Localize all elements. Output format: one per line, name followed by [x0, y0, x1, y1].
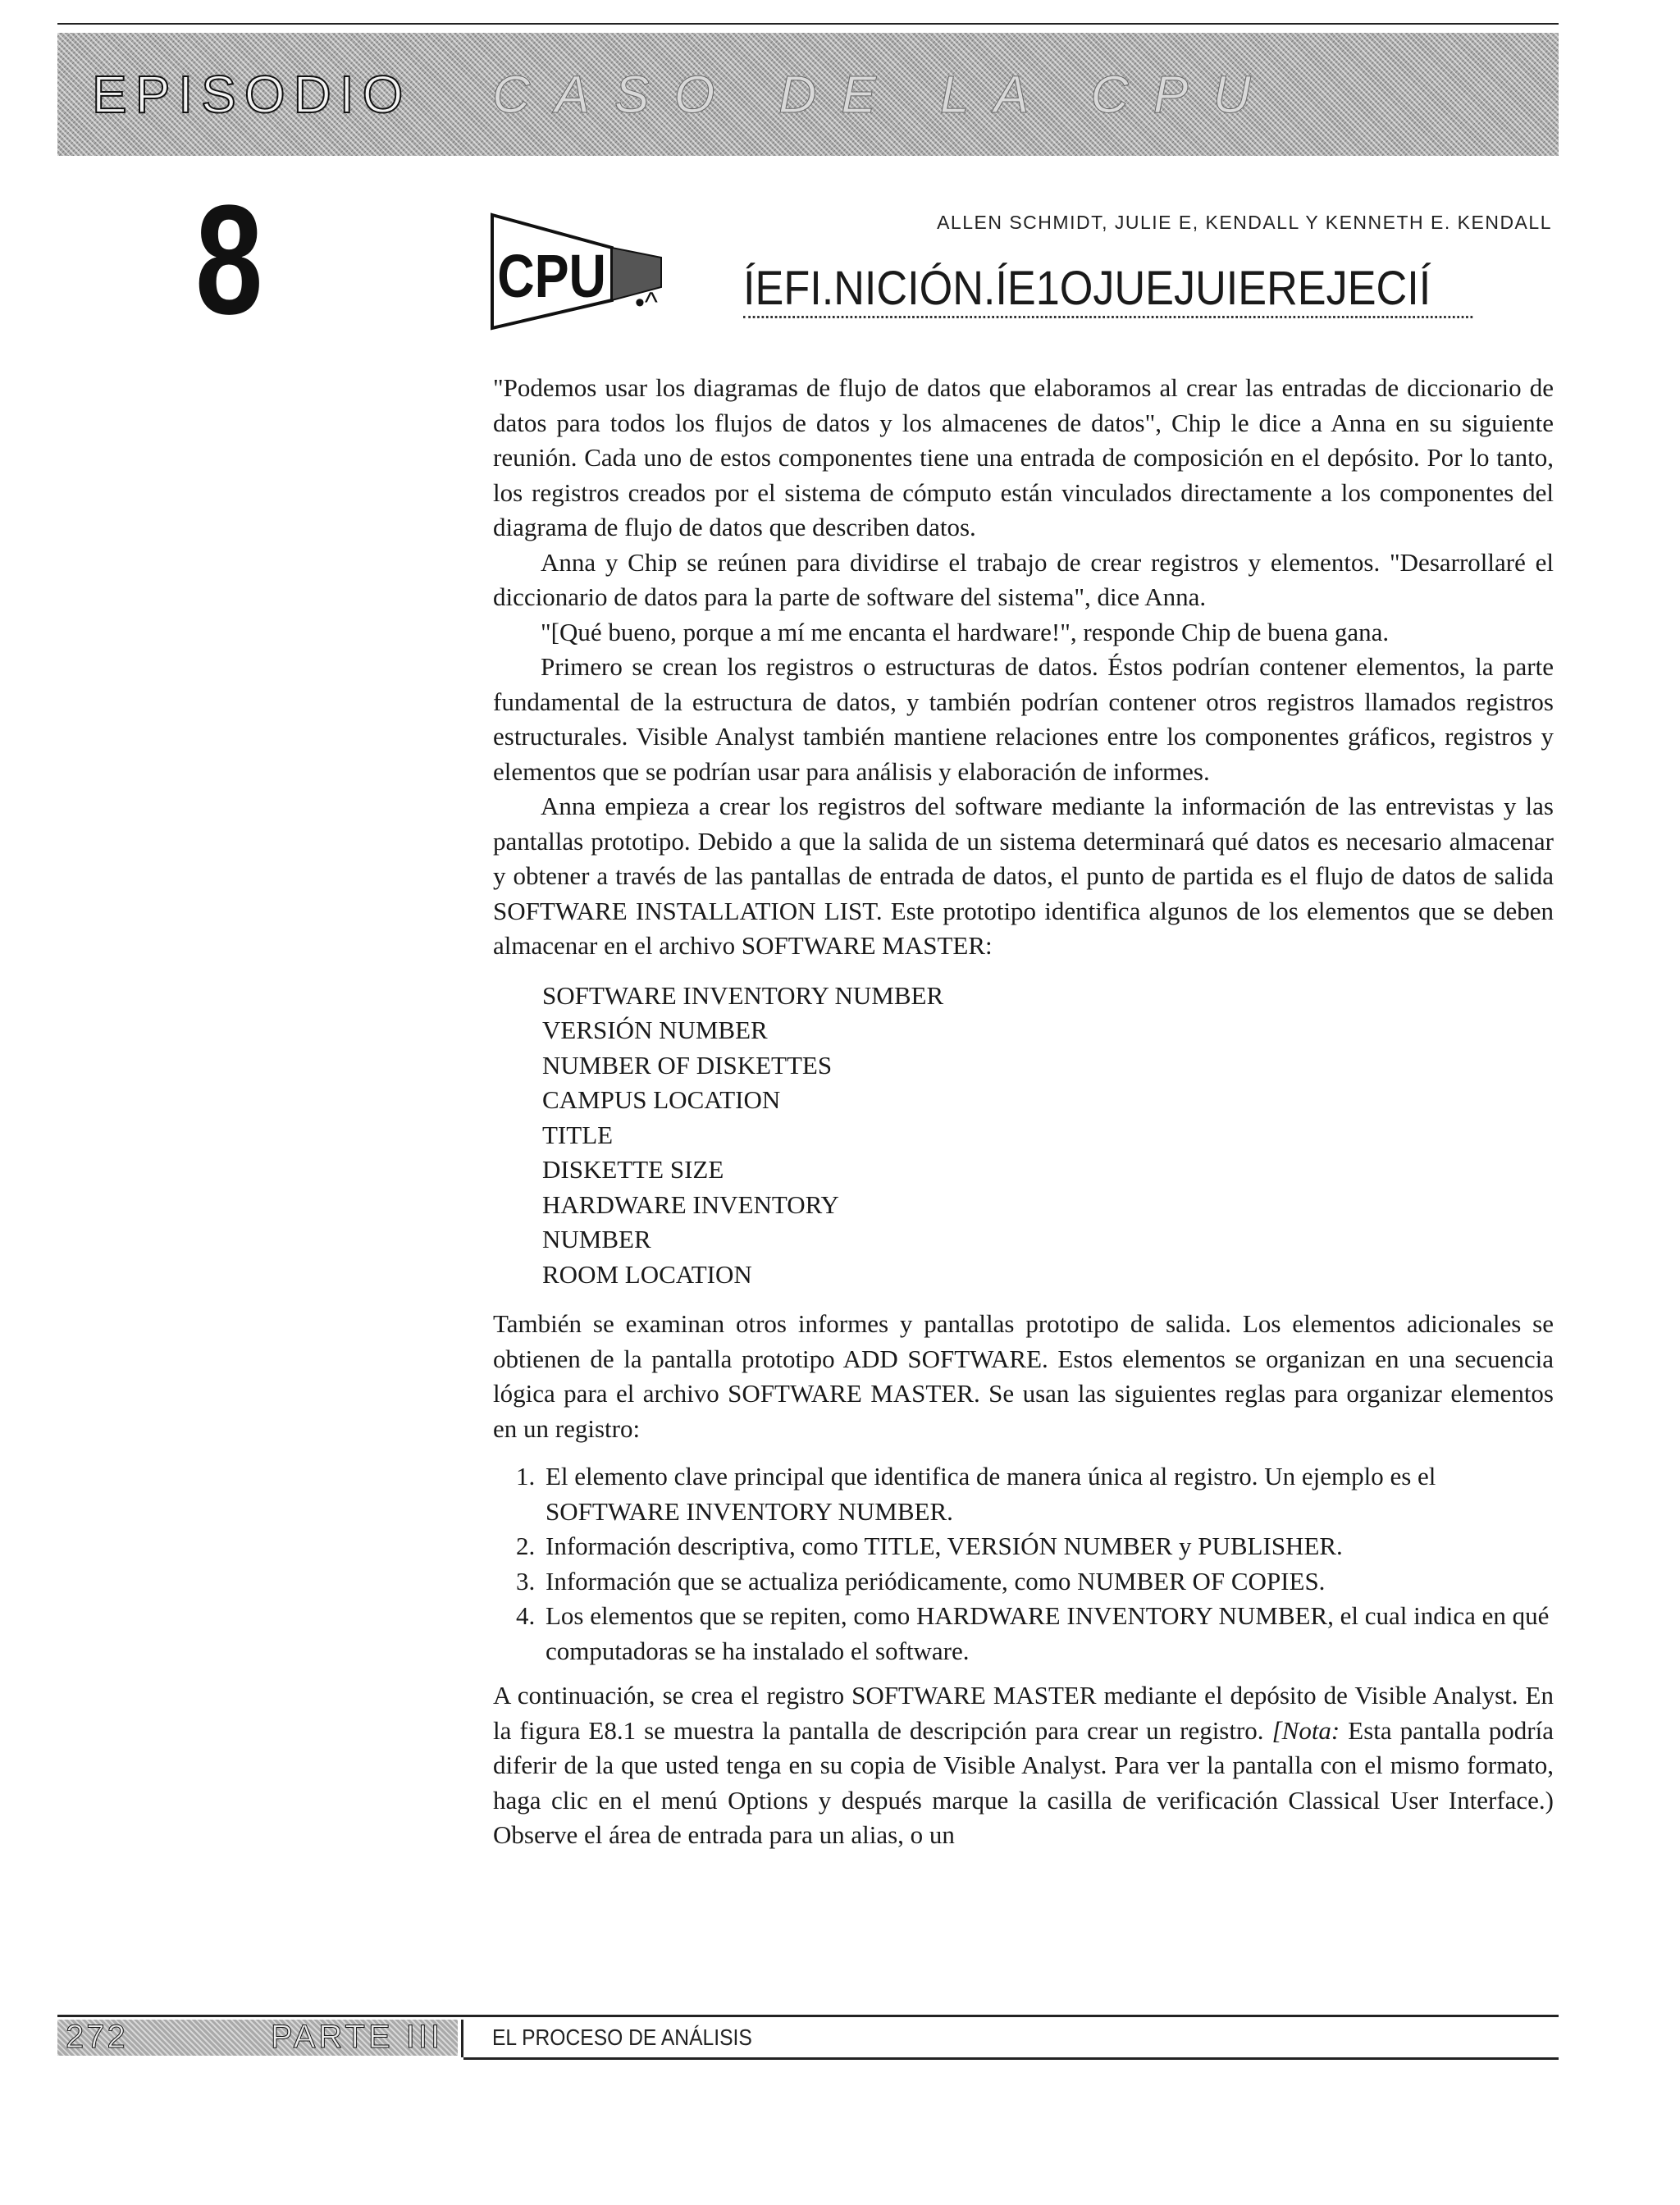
rule-item [516, 1529, 1554, 1564]
rule-text: El elemento clave principal que identifica de manera única al registro. Un ejemplo es el SOFTWARE INVENTORY NUMBER. [546, 1462, 1436, 1526]
authors-line: ALLEN SCHMIDT, JULIE E, KENDALL Y KENNETH E. KENDALL [937, 212, 1552, 233]
list-item: NUMBER OF DISKETTES [542, 1050, 833, 1080]
rule-number: 1. [516, 1462, 536, 1491]
banner-case-label: CASO DE LA CPU [492, 65, 1276, 124]
cpu-logo [489, 208, 686, 331]
top-rule [57, 23, 1559, 25]
paragraph-3: "[Qué bueno, porque a mí me encanta el hardware!", responde Chip de buena gana. [541, 617, 1390, 646]
list-item: NUMBER [542, 1225, 651, 1253]
list-item: DISKETTE SIZE [542, 1155, 724, 1184]
paragraph-final [493, 1678, 1554, 1853]
footer-rule-bottom [463, 2057, 1559, 2060]
paragraph-5: Anna empieza a crear los registros del software mediante la información de las entrevistas y las pantallas prototipo. Debido a que la salida de un sistema determinará qué datos es necesario almacenar y obtener a través de las pantallas de entrada de datos, el punto de partida es el flujo de datos de salida SOFTWARE INSTALLATION LIST. Este prototipo identifica algunos de los elementos que se deben almacenar en el archivo SOFTWARE MASTER: [493, 792, 1554, 960]
rule-text: Información que se actualiza periódicamente, como NUMBER OF COPIES. [546, 1566, 1326, 1596]
paragraph-after-elements: También se examinan otros informes y pantallas prototipo de salida. Los elementos adicionales se obtienen de la pantalla prototipo ADD SOFTWARE. Estos elementos se organizan en una secuencia lógica para el archivo SOFTWARE MASTER. Se usan las siguientes reglas para organizar elementos en un registro: [493, 1309, 1554, 1443]
rule-item [516, 1459, 1554, 1529]
rule-text: Información descriptiva, como TITLE, VERSIÓN NUMBER y PUBLISHER. [546, 1532, 1343, 1560]
rule-number: 4. [516, 1601, 536, 1630]
footer-rule [57, 2015, 1559, 2017]
paragraph-4: Primero se crean los registros o estructuras de datos. Éstos podrían contener elementos, la parte fundamental de la estructura de datos, y también podrían contener otros registros llamados registros estructurales. Visible Analyst también mantiene relaciones entre los componentes gráficos, registros y elementos que se podrían usar para análisis y elaboración de informes. [493, 652, 1554, 786]
list-item: SOFTWARE INVENTORY NUMBER [542, 980, 944, 1010]
note-label: [Nota: [1271, 1715, 1340, 1745]
banner-episode-label: EPISODIO [92, 65, 412, 124]
element-list [542, 979, 1554, 1293]
footer-divider [461, 2020, 463, 2057]
final-text-2: Esta pantalla podría diferir de la que usted tenga en su copia de Visible Analyst. Para ver la pantalla con el mismo formato, haga clic en el menú Options y después marque la casilla de verificación Classical User Interface.) Observe el área de entrada para un alias, o un [493, 1715, 1554, 1849]
section-heading: ÍEFI.NICIÓN.ÍE1OJUEJUIEREJECIÍ [743, 264, 1472, 318]
final-text-1: A continuación, se crea el registro SOFTWARE MASTER mediante el depósito de Visible Analyst. En la figura E8.1 se muestra la pantalla de descripción para crear un registro. [493, 1681, 1554, 1745]
rule-text: Los elementos que se repiten, como HARDWARE INVENTORY NUMBER, el cual indica en qué computadoras se ha instalado el software. [546, 1601, 1550, 1665]
rule-item [516, 1564, 1554, 1600]
list-item: TITLE [542, 1120, 614, 1149]
rule-number: 3. [516, 1566, 536, 1596]
paragraph-2: Anna y Chip se reúnen para dividirse el trabajo de crear registros y elementos. "Desarrollaré el diccionario de datos para la parte de software del sistema", dice Anna. [493, 547, 1554, 611]
section-title: EL PROCESO DE ANÁLISIS [492, 2025, 752, 2050]
list-item: ROOM LOCATION [542, 1259, 752, 1289]
part-label: PARTE III [271, 2019, 444, 2055]
episode-number: 8 [195, 173, 263, 347]
list-item: HARDWARE INVENTORY [542, 1189, 839, 1219]
rule-number: 2. [516, 1532, 536, 1560]
rule-item [516, 1599, 1554, 1669]
list-item: CAMPUS LOCATION [542, 1085, 781, 1114]
list-item: VERSIÓN NUMBER [542, 1016, 768, 1044]
page-number: 272 [66, 2019, 128, 2055]
logo-text: CPU [497, 242, 606, 311]
logo-suffix: •^ [635, 287, 658, 318]
rules-list [516, 1459, 1554, 1669]
paragraph-1: "Podemos usar los diagramas de flujo de datos que elaboramos al crear las entradas de diccionario de datos para todos los flujos de datos y los almacenes de datos", Chip le dice a Anna en su siguiente reunión. Cada uno de estos componentes tiene una entrada de composición en el depósito. Por lo tanto, los registros creados por el sistema de cómputo están vinculados directamente a los componentes del diagrama de flujo de datos que describen datos. [493, 373, 1554, 541]
body-text [493, 371, 1554, 1853]
